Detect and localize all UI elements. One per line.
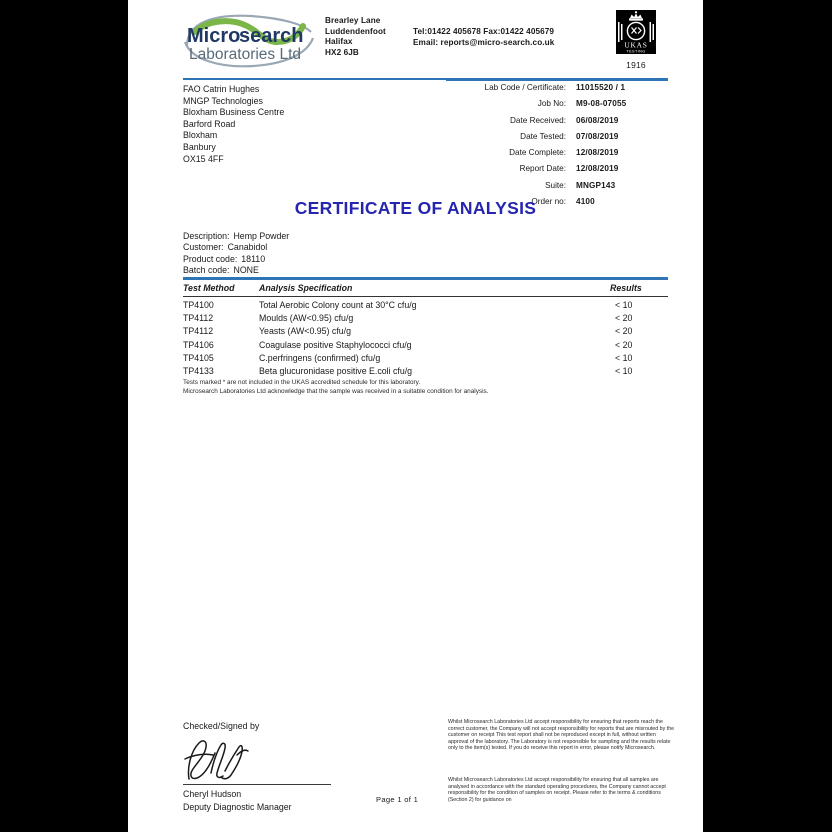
meta-label: Date Complete: bbox=[509, 148, 566, 158]
logo-text-search: search bbox=[239, 25, 304, 47]
table-footnotes bbox=[183, 379, 489, 396]
sample-value: NONE bbox=[233, 264, 259, 275]
meta-row bbox=[468, 83, 683, 99]
svg-text:TESTING: TESTING bbox=[626, 49, 646, 54]
table-row bbox=[183, 313, 668, 326]
meta-row bbox=[468, 99, 683, 115]
certificate-metadata bbox=[468, 83, 683, 213]
cell-result: < 20 bbox=[615, 326, 633, 337]
meta-value: 06/08/2019 bbox=[576, 115, 619, 125]
page-number: Page 1 of 1 bbox=[376, 795, 419, 804]
email-line: Email: reports@micro-search.co.uk bbox=[413, 38, 555, 48]
table-row bbox=[183, 366, 668, 379]
ukas-number: 1916 bbox=[626, 60, 646, 70]
recipient-line: OX15 4FF bbox=[183, 153, 224, 164]
recipient-line: Bloxham bbox=[183, 130, 218, 141]
legal-disclaimer-samples: Whilst Microsearch Laboratories Ltd accept responsibility for ensuring that all samples are analysed in accordance with the standard operating procedures, the Company cannot accept responsibility for the condition of samples on receipt. Please refer to the terms & conditions (Section 2) for guidance on bbox=[448, 777, 666, 803]
table-row bbox=[183, 300, 668, 313]
cell-analysis-specification: Moulds (AW<0.95) cfu/g bbox=[259, 313, 354, 324]
cell-result: < 10 bbox=[615, 300, 633, 310]
signatory-block bbox=[183, 788, 292, 814]
cell-result: < 20 bbox=[615, 339, 633, 350]
page-title: CERTIFICATE OF ANALYSIS bbox=[294, 198, 537, 218]
table-top-rule bbox=[183, 277, 668, 280]
meta-value: 4100 bbox=[576, 197, 595, 207]
signature-label: Checked/Signed by bbox=[183, 721, 260, 731]
sample-label: Description: bbox=[183, 231, 230, 241]
cell-result: < 10 bbox=[615, 365, 633, 376]
sample-value: Canabidol bbox=[227, 242, 268, 253]
recipient-address bbox=[183, 84, 284, 165]
signature-image bbox=[181, 733, 261, 790]
meta-row bbox=[468, 116, 683, 132]
sample-value: Hemp Powder bbox=[233, 231, 290, 241]
cell-analysis-specification: Coagulase positive Staphylococci cfu/g bbox=[259, 339, 412, 350]
address-line: Luddendenfoot bbox=[325, 26, 386, 36]
cell-analysis-specification: Total Aerobic Colony count at 30°C cfu/g bbox=[259, 300, 417, 310]
column-header-analysis-specification: Analysis Specification bbox=[259, 283, 353, 293]
cell-analysis-specification: Beta glucuronidase positive E.coli cfu/g bbox=[259, 365, 413, 376]
meta-value: 12/08/2019 bbox=[576, 164, 619, 174]
sample-label: Customer: bbox=[183, 242, 224, 253]
results-table bbox=[183, 283, 668, 295]
meta-label: Lab Code / Certificate: bbox=[484, 83, 566, 92]
table-row bbox=[183, 340, 668, 353]
meta-row bbox=[468, 148, 683, 164]
meta-row bbox=[468, 132, 683, 148]
meta-value: M9-08-07055 bbox=[576, 99, 627, 109]
handwritten-signature-icon bbox=[181, 733, 261, 785]
document-header bbox=[128, 0, 703, 74]
sample-row bbox=[183, 265, 289, 276]
meta-row bbox=[468, 181, 683, 197]
meta-label: Date Tested: bbox=[520, 131, 566, 141]
column-header-results: Results bbox=[610, 283, 642, 293]
cell-test-method: TP4112 bbox=[183, 326, 214, 337]
logo-text-micro: Micro bbox=[187, 25, 241, 47]
table-header-row bbox=[183, 283, 668, 295]
logo-text-subtitle: Laboratories Ltd bbox=[189, 46, 302, 63]
cell-test-method: TP4105 bbox=[183, 352, 214, 363]
meta-row bbox=[468, 164, 683, 180]
cell-test-method: TP4112 bbox=[183, 313, 214, 324]
phone-fax-line: Tel:01422 405678 Fax:01422 405679 bbox=[413, 27, 555, 36]
recipient-line: Barford Road bbox=[183, 118, 236, 129]
sample-row bbox=[183, 231, 289, 242]
ukas-logo-icon bbox=[616, 10, 656, 54]
footnote-ukas-scope: Tests marked * are not included in the UKAS accredited schedule for this laboratory. bbox=[183, 379, 421, 386]
recipient-line: Bloxham Business Centre bbox=[183, 107, 285, 118]
recipient-line: FAO Catrin Hughes bbox=[183, 84, 260, 94]
cell-analysis-specification: Yeasts (AW<0.95) cfu/g bbox=[259, 326, 352, 337]
address-line: Halifax bbox=[325, 37, 353, 47]
results-table-body bbox=[183, 300, 668, 379]
meta-divider-rule bbox=[446, 79, 668, 81]
company-contact bbox=[413, 26, 554, 48]
ukas-accreditation-mark bbox=[610, 10, 662, 70]
sample-label: Product code: bbox=[183, 253, 238, 264]
table-header-rule bbox=[183, 296, 668, 297]
signatory-title: Deputy Diagnostic Manager bbox=[183, 802, 292, 812]
sample-row bbox=[183, 242, 289, 253]
cell-test-method: TP4133 bbox=[183, 365, 214, 376]
microsearch-logo bbox=[181, 12, 317, 70]
column-header-test-method: Test Method bbox=[183, 283, 235, 293]
meta-value: MNGP143 bbox=[576, 180, 616, 190]
address-line: HX2 6JB bbox=[325, 47, 359, 57]
meta-label: Suite: bbox=[545, 180, 566, 190]
table-row bbox=[183, 353, 668, 366]
signatory-name: Cheryl Hudson bbox=[183, 789, 242, 799]
logo-graphic bbox=[181, 12, 317, 70]
recipient-line: MNGP Technologies bbox=[183, 95, 263, 106]
cell-test-method: TP4106 bbox=[183, 339, 214, 350]
recipient-line: Banbury bbox=[183, 141, 216, 152]
sample-value: 18110 bbox=[241, 253, 266, 264]
meta-label: Report Date: bbox=[519, 164, 566, 174]
cell-test-method: TP4100 bbox=[183, 300, 214, 310]
certificate-page bbox=[128, 0, 703, 832]
cell-result: < 10 bbox=[615, 352, 633, 363]
address-line: Brearley Lane bbox=[325, 16, 381, 25]
sample-description bbox=[183, 231, 289, 276]
meta-value: 07/08/2019 bbox=[576, 131, 619, 141]
svg-text:UKAS: UKAS bbox=[624, 40, 648, 50]
table-row bbox=[183, 326, 668, 339]
signature-line bbox=[183, 784, 331, 785]
sample-row bbox=[183, 254, 289, 265]
cell-analysis-specification: C.perfringens (confirmed) cfu/g bbox=[259, 352, 381, 363]
meta-label: Job No: bbox=[537, 99, 566, 109]
company-address bbox=[325, 16, 386, 58]
sample-label: Batch code: bbox=[183, 264, 230, 275]
meta-label: Date Received: bbox=[510, 115, 566, 125]
meta-value: 12/08/2019 bbox=[576, 148, 619, 158]
footnote-sample-condition: Microsearch Laboratories Ltd acknowledge that the sample was received in a suitable condition for analysis. bbox=[183, 387, 489, 395]
meta-label: Order no: bbox=[531, 197, 566, 207]
legal-disclaimer-reports: Whilst Microsearch Laboratories Ltd accept responsibility for ensuring that reports reach the correct customer, the Company will not accept responsibility for reports that are misrouted by the customer on receipt This test report shall not be reproduced except in full, without written approval of the laboratory. The Laboratory is not responsible for sampling and the results relate only to the item(s) tested. If you do receive this report in error, please notify Microsearch. bbox=[448, 719, 675, 752]
meta-value: 11015520 / 1 bbox=[576, 83, 626, 92]
cell-result: < 20 bbox=[615, 313, 633, 324]
